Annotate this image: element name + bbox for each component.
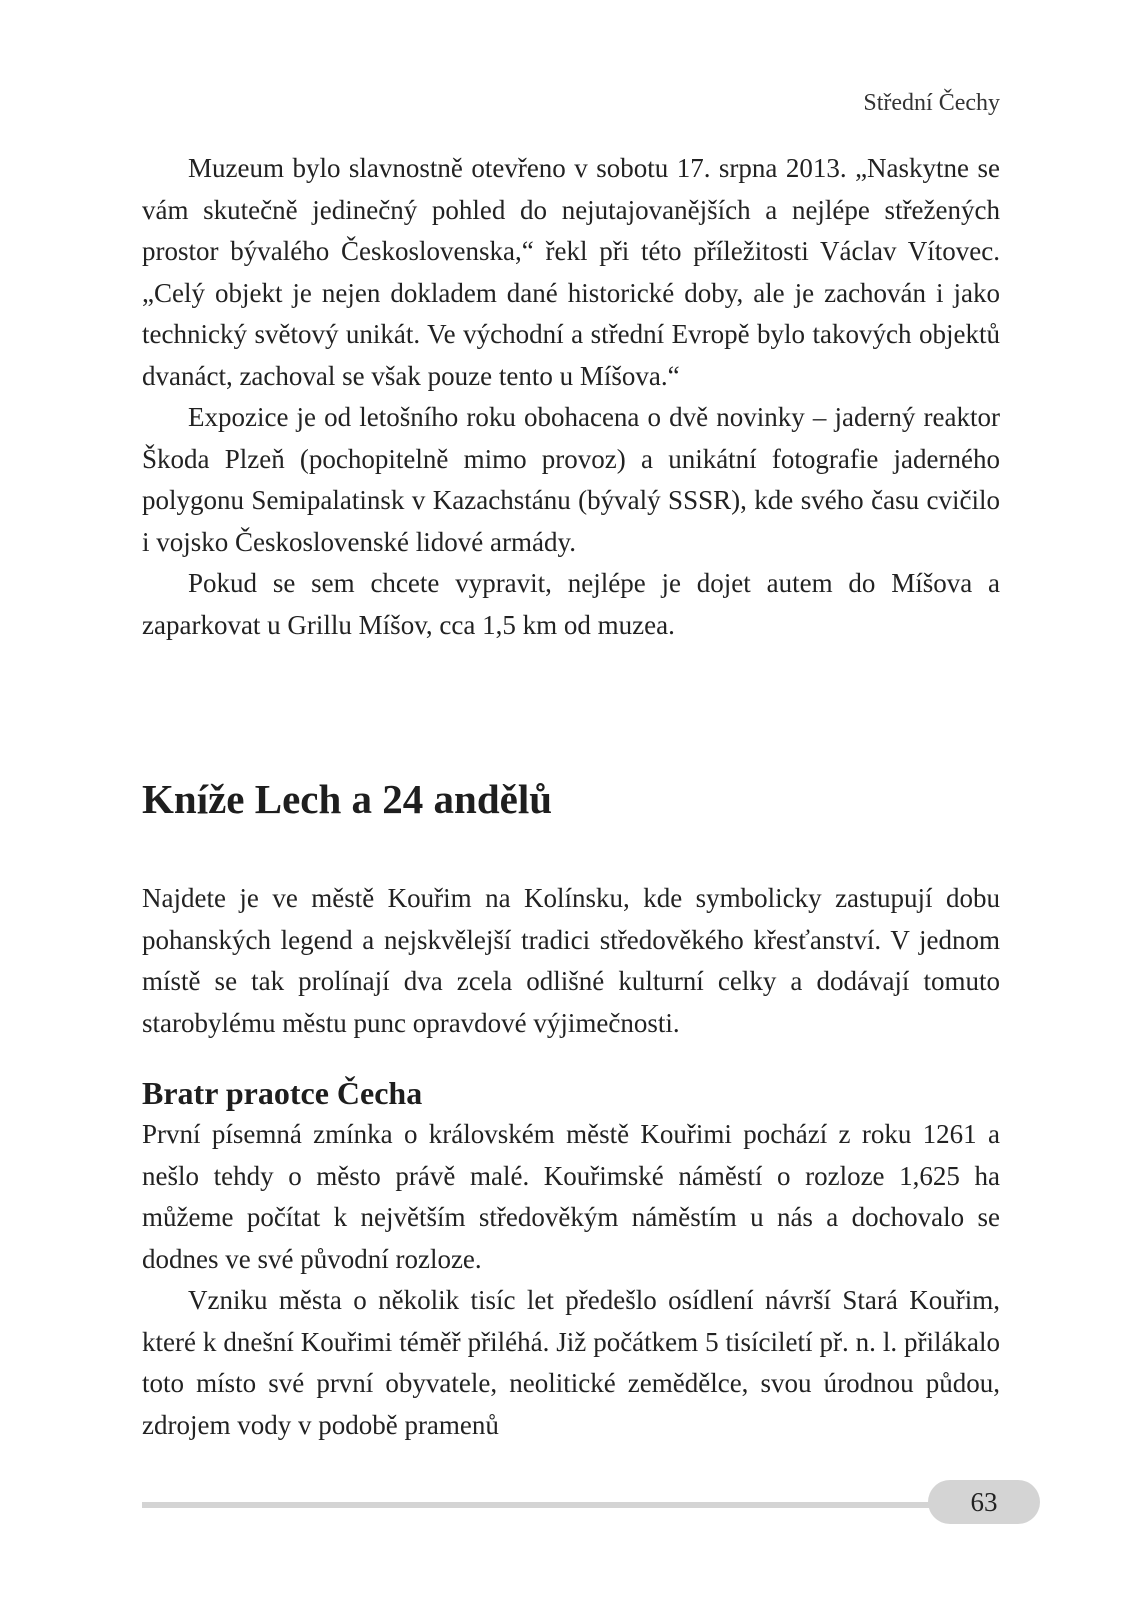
page-body bbox=[142, 148, 1000, 1446]
paragraph-museum-opening: Muzeum bylo slavnostně otevřeno v sobotu 17. srpna 2013. „Naskytne se vám skutečně jedinečný pohled do nejutajovanějších a nejlépe střežených prostor bývalého Československa,“ řekl při této příležitosti Václav Vítovec. „Celý objekt je nejen dokladem dané historické doby, ale je zachován i jako technický světový unikát. Ve východní a střední Evropě bylo takových objektů dvanáct, zachoval se však pouze tento u Míšova.“ bbox=[142, 153, 1000, 391]
running-header: Střední Čechy bbox=[863, 90, 1000, 116]
chapter-intro-paragraph: Najdete je ve městě Kouřim na Kolínsku, kde symbolicky zastupují dobu pohanských legend a nejskvělejší tradici středověkého křesťanství. V jednom místě se tak prolínají dva zcela odlišné kulturní celky a dodávají tomuto starobylému městu punc opravdové výjimečnosti. bbox=[142, 883, 1000, 1038]
paragraph-settlement: Vzniku města o několik tisíc let předešlo osídlení návrší Stará Kouřim, které k dnešní Kouřimi téměř přiléhá. Již počátkem 5 tisíciletí př. n. l. přilákalo toto místo své první obyvatele, neolitické zemědělce, svou úrodnou půdou, zdrojem vody v podobě pramenů bbox=[142, 1285, 1000, 1440]
paragraph-first-mention: První písemná zmínka o královském městě Kouřimi pochází z roku 1261 a nešlo tehdy o město právě malé. Kouřimské náměstí o rozloze 1,625 ha můžeme počítat k největším středověkým náměstím u nás a dochovalo se dodnes ve své původní rozloze. bbox=[142, 1119, 1000, 1274]
paragraph-exposition: Expozice je od letošního roku obohacena o dvě novinky – jaderný reaktor Škoda Plzeň (pochopitelně mimo provoz) a unikátní fotografie jaderného polygonu Semipalatinsk v Kazachstánu (bývalý SSSR), kde svého času cvičilo i vojsko Československé lidové armády. bbox=[142, 402, 1000, 557]
chapter-title: Kníže Lech a 24 andělů bbox=[142, 776, 553, 822]
page-number-tab bbox=[928, 1480, 1040, 1524]
page-number: 63 bbox=[970, 1486, 998, 1517]
section-title: Bratr praotce Čecha bbox=[142, 1075, 423, 1111]
chapter-spacer bbox=[142, 826, 1000, 878]
paragraph-directions: Pokud se sem chcete vypravit, nejlépe je dojet autem do Míšova a zaparkovat u Grillu Míšov, cca 1,5 km od muzea. bbox=[142, 568, 1000, 640]
footer-rule bbox=[142, 1502, 942, 1508]
